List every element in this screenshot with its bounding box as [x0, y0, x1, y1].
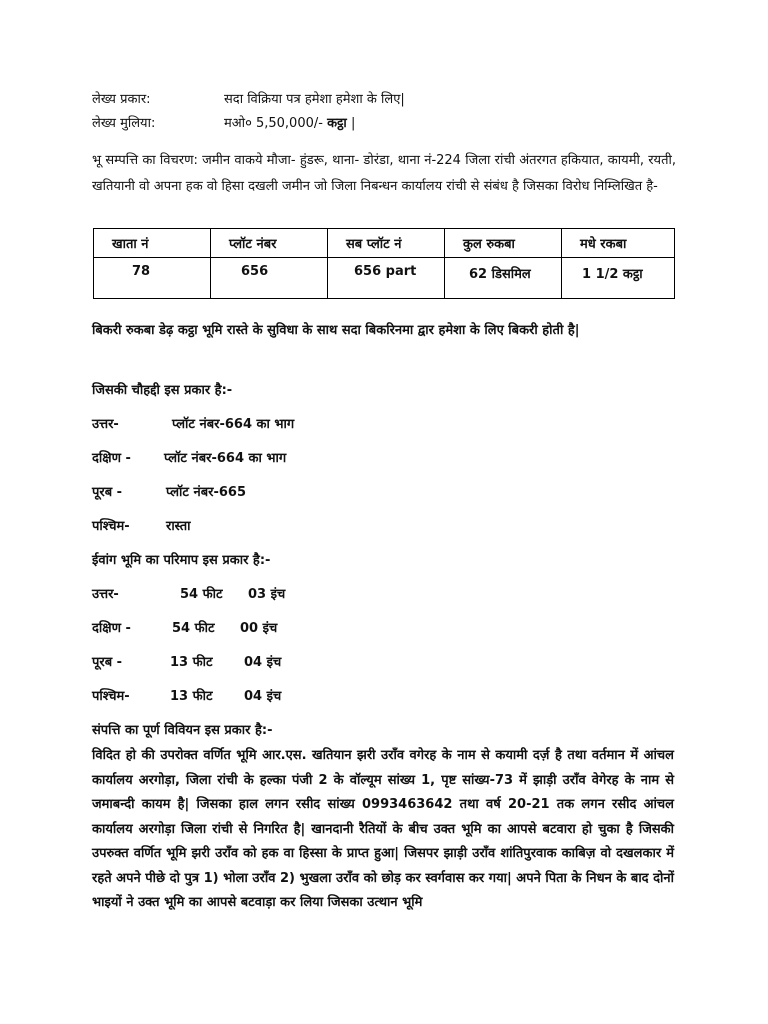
measurement-feet: 54 फीट [180, 587, 223, 602]
measurement-inch: 04 इंच [244, 655, 282, 670]
deed-type-value: सदा विक्रिया पत्र हमेशा हमेशा के लिए| [224, 92, 405, 107]
measurement-feet: 13 फीट [170, 689, 213, 704]
boundary-value: प्लॉट नंबर-664 का भाग [164, 451, 287, 466]
measurement-dir: दक्षिण - [92, 621, 131, 636]
header-sub-plot: सब प्लॉट नं [328, 229, 445, 258]
table-row [94, 258, 675, 299]
measurement-dir: उत्तर- [92, 587, 119, 602]
deed-price-unit: कट्ठा [327, 116, 347, 131]
header-khata: खाता नं [94, 229, 211, 258]
boundary-heading [92, 380, 232, 402]
deed-price-value: मओ० 5,50,000/- [224, 116, 323, 131]
cell-total-area: 62 डिसमिल [445, 258, 562, 299]
boundary-dir: उत्तर- [92, 417, 119, 432]
measurement-feet: 13 फीट [170, 655, 213, 670]
measurement-feet: 54 फीट [172, 621, 215, 636]
property-details-heading-text: संपत्ति का पूर्ण विवियन इस प्रकार है:- [92, 723, 273, 738]
property-details-body: विदित हो की उपरोक्त वर्णित भूमि आर.एस. खतियान झरी उराँव वगेरह के नाम से कयामी दर्ज़ है तथा वर्तमान में आंचल कार्यालय अरगोड़ा, जिला रांची के हल्का पंजी 2 के वॉल्यूम सांख्य 1, पृष्ट सांख्य-73 में झाड़ी उराँव वेगेरह के नाम से जमाबन्दी कायम है| जिसका हाल लगन रसीद सांख्य 0993463642 तथा वर्ष 20-21 तक लगन रसीद आंचल कार्यालय अरगोड़ा जिला रांची से निगरित है| खानदानी रैतियों के बीच उक्त भूमि का आपसे बटवारा हो चुका है जिसकी उपरुक्त वर्णित भूमि झरी उराँव को हक वा हिस्सा के प्राप्त हुआ| जिसपर झाड़ी उराँव शांतिपुरवाक काबिज़ वो दखलकार में रहते अपने पीछे दो पुत्र 1) भोला उराँव 2) भुखला उराँव को छोड़ कर स्वर्गवास कर गया| अपने पिता के निधन के बाद दोनों भाइयों ने उक्त भूमि का आपसे बटवाड़ा कर लिया जिसका उत्थान भूमि [92, 748, 674, 910]
boundary-dir: दक्षिण - [92, 451, 131, 466]
header-plot: प्लॉट नंबर [211, 229, 328, 258]
boundary-value: प्लॉट नंबर-665 [166, 485, 246, 500]
cell-plot: 656 [211, 258, 328, 299]
boundary-dir: पश्चिम- [92, 519, 130, 534]
measurement-heading-text: ईवांग भूमि का परिमाप इस प्रकार है:- [92, 553, 271, 568]
cell-sale-area: 1 1/2 कट्ठा [562, 258, 675, 299]
deed-price-end: | [350, 116, 356, 131]
land-table [93, 228, 675, 299]
measurement-inch: 03 इंच [248, 587, 286, 602]
sale-note: बिकरी रुकबा डेढ़ कट्ठा भूमि रास्ते के सुविधा के साथ सदा बिकरिनमा द्वार हमेशा के लिए बिकरी होती है| [92, 323, 580, 338]
deed-price-label: लेख्य मुलिया: [92, 116, 156, 131]
boundary-dir: पूरब - [92, 485, 123, 500]
property-details-heading [92, 720, 273, 742]
property-description: भू सम्पत्ति का विचरण: जमीन वाकये मौजा- हुंडरू, थाना- डोरंडा, थाना नं-224 जिला रांची अंतरगत हकियात, कायमी, रयती, खतियानी वो अपना हक वो हिसा दखली जमीन जो जिला निबन्धन कार्यालय रांची से संबंध है जिसका विरोध निम्लिखित है- [92, 153, 676, 194]
measurement-dir: पूरब - [92, 655, 123, 670]
measurement-heading [92, 550, 270, 572]
boundary-value: प्लॉट नंबर-664 का भाग [172, 417, 295, 432]
boundary-heading-text: जिसकी चौहद्दी इस प्रकार है:- [92, 383, 233, 398]
measurement-dir: पश्चिम- [92, 689, 130, 704]
header-sale-area: मधे रकबा [562, 229, 675, 258]
cell-khata: 78 [94, 258, 211, 299]
measurement-inch: 04 इंच [244, 689, 282, 704]
measurement-inch: 00 इंच [240, 621, 278, 636]
deed-type-label: लेख्य प्रकार: [92, 92, 151, 107]
cell-sub-plot: 656 part [328, 258, 445, 299]
boundary-value: रास्ता [166, 519, 191, 534]
header-total-area: कुल रुकबा [445, 229, 562, 258]
deed-price-value-group [224, 114, 355, 134]
land-table-header-row [94, 229, 675, 258]
